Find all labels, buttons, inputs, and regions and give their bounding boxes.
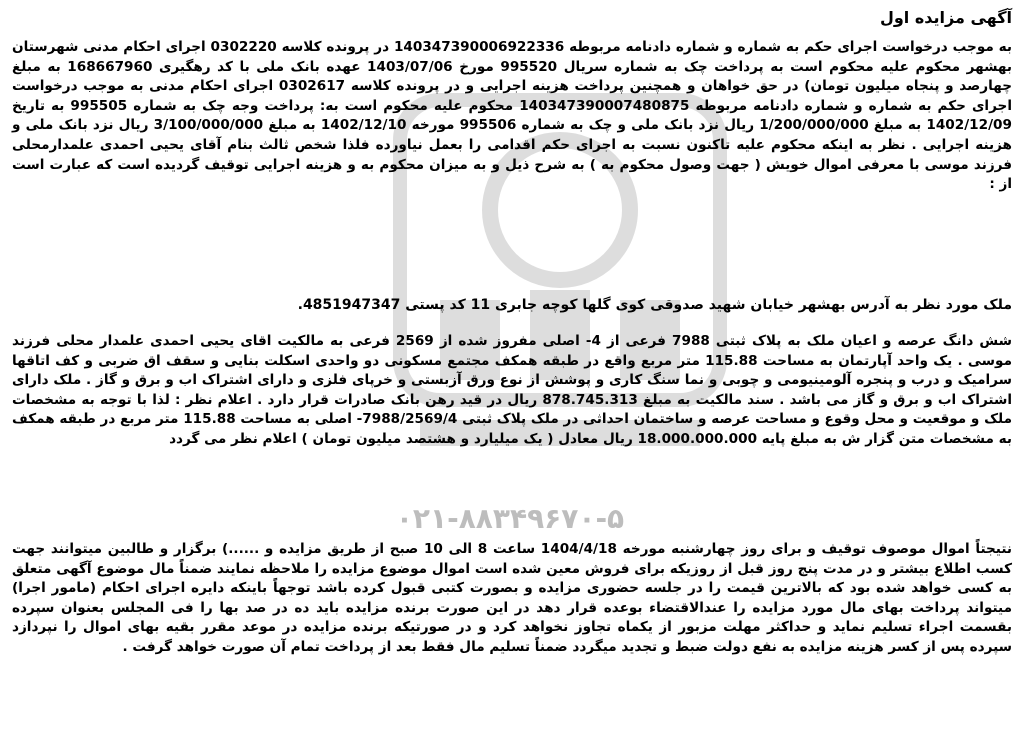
notice-paragraph-1: به موجب درخواست اجرای حکم به شماره و شماره دادنامه مربوطه 140347390006922336 در پرونده کلاسه 0302220 اجرای احکام مدنی شهرستان بهشهر محکوم علیه محکوم است به پرداخت چک به شماره سریال 995520 مورخ 1403/07/06 عهده بانک ملی با کد رهگیری 168667960 به مبلغ چهارصد و پنجاه میلیون تومان) در حق خواهان و همچنین پرداخت هزینه اجرایی و در پرونده کلاسه 0302617 اجرای احکام مدنی به موجب درخواست اجرای حکم به شماره و شماره دادنامه مربوطه 140347390007480875 محکوم علیه محکوم است به: پرداخت وجه چک به شماره 995505 به تاریخ 1402/12/09 به مبلغ 1/200/000/000 ریال نزد بانک ملی و چک به شماره 995506 مورخه 1402/12/10 به مبلغ 3/100/000/000 ریال نزد بانک ملی و هزینه اجرایی . نظر به اینکه محکوم علیه تاکنون نسبت به اجرای حکم اقدامی را بعمل نیاورده فلذا شخص ثالث بنام آقای یحیی احمدی علمدارمحلی فرزند موسی با معرفی اموال خویش ( جهت وصول محکوم به ) به شرح ذیل و به میزان محکوم به و هزینه اجرایی توقیف گردیده است که عبارت است از : [12,39,1013,193]
notice-title: آگهی مزایده اول [879,8,1012,27]
notice-paragraph-3: نتیجتاً اموال موصوف توقیف و برای روز چهارشنبه مورخه 1404/4/18 ساعت 8 الی 10 صبح از طریق مزایده و ......) برگزار و طالبین میتوانند جهت کسب اطلاع بیشتر و در مدت پنج روز قبل از روزیکه برای فروش معین شده است اموال موضوع مزایده را ملاحظه نمایند ضمناً مال موضوع آگهی متعلق به کسی خواهد شده بود که بالاترین قیمت را در جلسه حضوری مزایده و بصورت کتبی قبول کرده باشد توجهاً باینکه دایره اجرای احکام (مامور اجرا) میتواند پرداخت بهای مال مورد مزایده را عندالاقتضاء بوعده قرار دهد در این صورت برنده مزایده باید ده در صد بها را فی المجلس بعنوان سپرده بقسمت اجراء تسلیم نماید و حداکثر مهلت مزبور از یکماه تجاوز نخواهد کرد و در صورتیکه برنده مزایده در موعد مقرر بقیه بهای اموال را نپردازد سپرده پس از کسر هزینه مزایده به نفع دولت ضبط و تجدید میگردد ضمناً تسلیم مال فقط بعد از پرداخت تمام آن صورت خواهد گرفت . [12,541,1012,655]
notice-paragraph-2: شش دانگ عرصه و اعیان ملک به پلاک ثبتی 7988 فرعی از 4- اصلی مفروز شده از 2569 فرعی به مالکیت اقای یحیی احمدی علمدار محلی فرزند موسی . یک واحد آپارتمان به مساحت 115.88 متر مربع واقع در طبقه همکف مجتمع مسکونی دو واحدی اسکلت بنایی و سقف اق ضربی و کف اتاقها سرامیک و درب و پنجره آلومینیومی و چوبی و نما سنگ کاری و پوشش از نوع ورق آزبستی و خرپای فلزی و دارای اشتراک اب و برق و گاز . ملک دارای اشتراک اب و برق و گاز می باشد . سند مالکیت به مبلغ 878.745.313 ریال در قید رهن بانک صادرات قرار دارد . اعلام نظر : لذا با توجه به مشخصات ملک و موقعیت و محل وقوع و مساحت عرصه و ساختمان احداثی در ملک پلاک ثبتی 7988/2569/4- اصلی به مساحت 115.88 متر مربع در طبقه همکف به مشخصات متن گزار ش به مبلغ پایه 18.000.000.000 ریال معادل ( یک میلیارد و هشتصد میلیون تومان ) اعلام نظر می گردد [12,333,1012,447]
watermark-phone: ۰۲۱-۸۸۳۴۹۶۷۰-۵ [395,502,625,535]
property-address: ملک مورد نظر به آدرس بهشهر خیابان شهید صدوقی کوی گلها کوچه جابری 11 کد پستی 4851947347. [297,297,1012,313]
